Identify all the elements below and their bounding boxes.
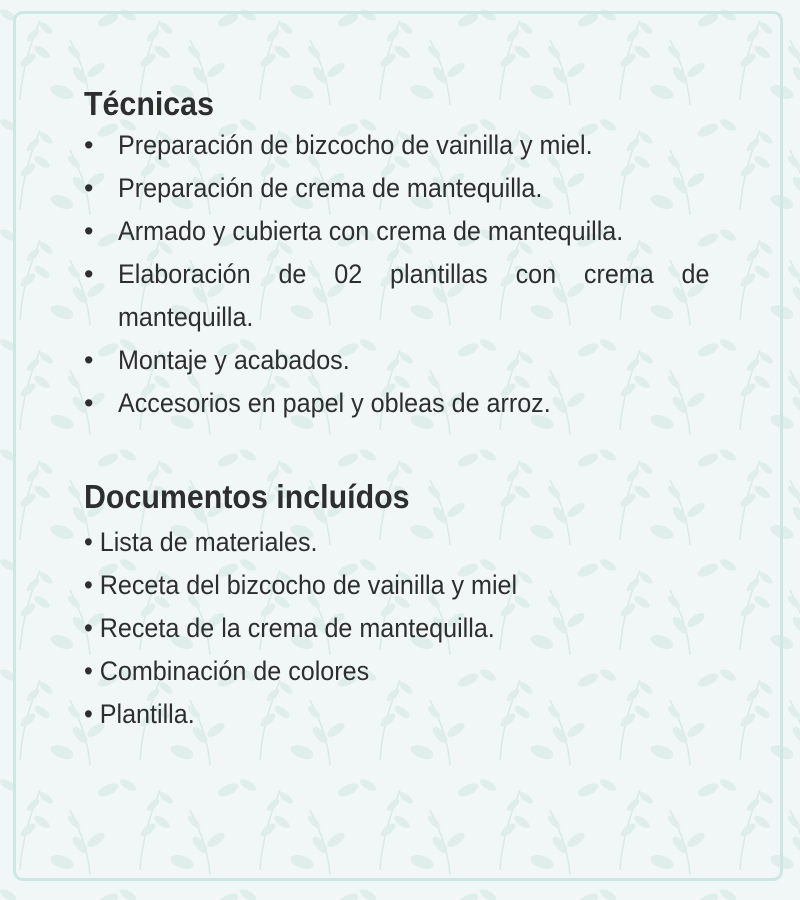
tecnicas-item xyxy=(84,167,710,210)
tecnicas-list xyxy=(84,124,710,425)
bullet: • xyxy=(84,388,94,418)
bullet: • xyxy=(84,345,94,375)
tecnicas-item-text: Montaje y acabados. xyxy=(118,345,350,375)
bullet: • xyxy=(84,130,94,160)
documentos-item-text: • Combinación de colores xyxy=(84,656,370,686)
documentos-item-text: • Receta del bizcocho de vainilla y miel xyxy=(84,570,518,600)
documentos-item xyxy=(84,693,710,736)
tecnicas-item xyxy=(84,210,710,253)
tecnicas-item-text: Accesorios en papel y obleas de arroz. xyxy=(118,388,551,418)
content-area xyxy=(84,84,710,736)
documentos-item xyxy=(84,607,710,650)
bullet: • xyxy=(84,173,94,203)
documentos-item-text: • Receta de la crema de mantequilla. xyxy=(84,613,495,643)
documentos-heading: Documentos incluídos xyxy=(84,478,410,515)
documentos-item xyxy=(84,650,710,693)
tecnicas-item xyxy=(84,382,710,425)
documentos-item xyxy=(84,564,710,607)
tecnicas-item-text: Armado y cubierta con crema de mantequilla. xyxy=(118,216,624,246)
documentos-item-text: • Lista de materiales. xyxy=(84,527,318,557)
tecnicas-item-text: Preparación de bizcocho de vainilla y miel. xyxy=(118,130,593,160)
documentos-item xyxy=(84,521,710,564)
tecnicas-item xyxy=(84,339,710,382)
tecnicas-item xyxy=(84,253,710,339)
bullet: • xyxy=(84,216,94,246)
tecnicas-item xyxy=(84,124,710,167)
documentos-item-text: • Plantilla. xyxy=(84,699,195,729)
tecnicas-heading: Técnicas xyxy=(84,85,214,122)
tecnicas-item-text: Preparación de crema de mantequilla. xyxy=(118,173,543,203)
bullet: • xyxy=(84,259,94,289)
tecnicas-item-text: Elaboración de 02 plantillas con crema de mantequilla. xyxy=(118,259,710,332)
documentos-list xyxy=(84,521,710,736)
